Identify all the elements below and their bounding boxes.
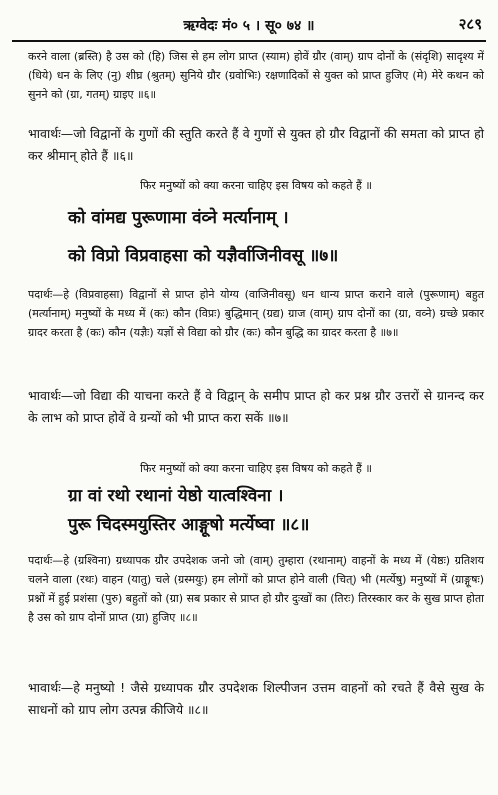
transition-line-1: फिर मनुष्यों को क्या करना चाहिए इस विषय को कहते हैं ॥ <box>140 179 372 192</box>
bhavartha-7: भावार्थः—जो विद्या की याचना करते हैं वे विद्वान् के समीप प्राप्त हो कर प्रश्न ग्रौर उत्तरों से ग्रानन्द कर के लाभ को प्राप्त होवें वे ग्रन्यों को भी प्राप्त करा सकें ॥७॥ <box>28 388 484 425</box>
mantra-7-line-2: को विप्रो विप्रवाहसा को यज्ञैर्वाजिनीवसू ॥७॥ <box>68 246 339 266</box>
padartha-8: पदार्थः—हे (ग्रश्विना) ग्रध्यापक ग्रौर उपदेशक जनो जो (वाम्) तुम्हारा (रथानाम्) वाहनों के मध्य में (येष्ठः) ग्रतिशय चलने वाला (रथः) वाहन (यातु) चले (ग्रस्मयुः) हम लोगों को प्राप्त होने वाली (चित्) भी (मर्त्येषु) मनुष्यों में (ग्राङ्गूषः) प्रश्नों में हुई प्रशंसा (पुरु) बहुतों को (ग्रा) सब प्रकार से प्राप्त हो ग्रौर दुःखों का (तिरः) तिरस्कार कर के सुख प्राप्त होता है उस को ग्राप दोनों प्राप्त (ग्रा) हुजिए ॥८॥ <box>28 554 484 624</box>
header-rule <box>12 40 486 42</box>
page-number: २८९ <box>458 15 482 33</box>
padartha-7: पदार्थः—हे (विप्रवाहसा) विद्वानों से प्राप्त होने योग्य (वाजिनीवसू) धन धान्य प्राप्त कराने वाले (पुरूणाम्) बहुत (मर्त्यानाम्) मनुष्यों के मध्य में (कः) कौन (विप्रः) बुद्धिमान् (ग्रद्य) ग्राज (वाम्) ग्राप दोनों का (ग्रा, वव्ने) ग्रच्छे प्रकार ग्रादर करता है (कः) कौन (यज्ञैः) यज्ञों से विद्या को ग्रौर (कः) कौन बुद्धि का ग्रादर करता है ॥७॥ <box>28 288 484 339</box>
bhavartha-6: भावार्थः—जो विद्वानों के गुणों की स्तुति करते हैं वे गुणों से युक्त हो ग्रौर विद्वानों की समता को प्राप्त हो कर श्रीमान् होते हैं ॥६॥ <box>28 126 484 163</box>
mantra-7-line-1: को वांमद्य पुरूणामा वंव्ने मर्त्यानाम् । <box>68 208 289 228</box>
padartha-continued: करने वाला (ब्रस्ति) है उस को (हि) जिस से हम लोग प्राप्त (स्याम) होवें ग्रौर (वाम्) ग्राप दोनों के (संदृशि) सादृश्य में (धिये) धन के लिए (नु) शीघ्र (श्रुतम्) सुनिये ग्रौर (ग्रवोभिः) रक्षणादिकों से युक्त को प्राप्त हुजिए (मे) मेरे कथन को सुनने को (ग्रा, गतम्) ग्राइए ॥६॥ <box>28 50 484 101</box>
mantra-8-line-1: ग्रा वां रथो रथानां येष्ठो यात्वश्विना । <box>68 486 284 506</box>
page-header <box>0 4 498 38</box>
mantra-8-line-2: पुरू चिदस्मयुस्तिर आङ्गूषो मर्त्येष्वा ॥८॥ <box>68 515 310 535</box>
transition-line-2: फिर मनुष्यों को क्या करना चाहिए इस विषय को कहते हैं ॥ <box>140 462 372 475</box>
bhavartha-8: भावार्थः—हे मनुष्यो ! जैसे ग्रध्यापक ग्रौर उपदेशक शिल्पीजन उत्तम वाहनों को रचते हैं वैसे सुख के साधनों को ग्राप लोग उत्पन्न कीजिये ॥८॥ <box>28 680 484 717</box>
running-title: ऋग्वेदः मं० ५ । सू० ७४ ॥ <box>183 18 315 34</box>
